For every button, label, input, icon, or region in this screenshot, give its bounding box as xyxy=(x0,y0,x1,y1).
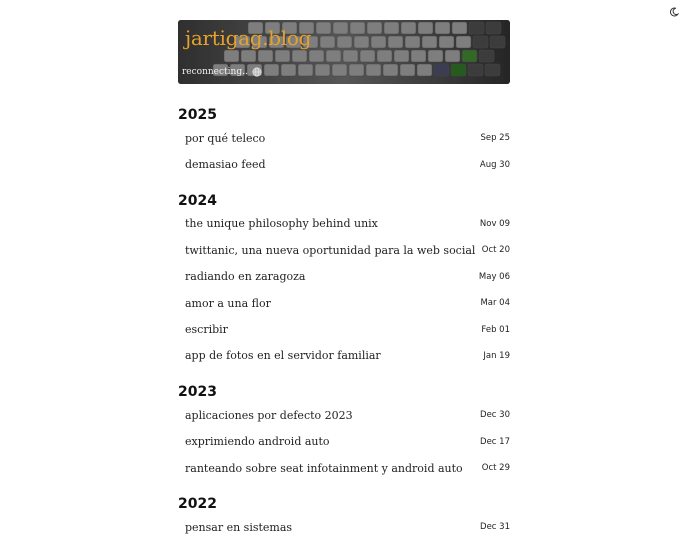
year-section xyxy=(178,105,510,178)
post-date: Dec 31 xyxy=(480,522,510,533)
year-heading: 2025 xyxy=(178,107,217,123)
post-title-link[interactable]: app de fotos en el servidor familiar xyxy=(185,349,381,363)
status-text: reconnecting.. xyxy=(182,67,248,77)
post-date: Oct 29 xyxy=(481,463,510,474)
post-title-link[interactable]: the unique philosophy behind unix xyxy=(185,217,378,231)
post-item[interactable] xyxy=(178,402,510,428)
post-item[interactable] xyxy=(178,514,510,540)
post-title-link[interactable]: twittanic, una nueva oportunidad para la web social xyxy=(185,243,476,257)
post-title-link[interactable]: radiando en zaragoza xyxy=(185,270,306,284)
post-item[interactable] xyxy=(178,290,510,316)
post-date: May 06 xyxy=(478,271,510,282)
post-title-link[interactable]: ranteando sobre seat infotainment y android auto xyxy=(185,461,463,475)
post-date: Sep 25 xyxy=(480,133,510,144)
year-heading: 2023 xyxy=(178,384,217,401)
post-date: Dec 17 xyxy=(480,436,510,447)
post-title-link[interactable]: pensar en sistemas xyxy=(185,520,293,534)
post-archive xyxy=(178,105,510,541)
year-section xyxy=(178,494,510,540)
post-title-link[interactable]: aplicaciones por defecto 2023 xyxy=(185,408,353,422)
post-item[interactable] xyxy=(178,125,510,151)
post-title-link[interactable]: exprimiendo android auto xyxy=(185,435,330,449)
moon-icon xyxy=(669,7,679,17)
post-title-link[interactable]: demasiao feed xyxy=(185,158,266,172)
post-date: Feb 01 xyxy=(481,324,510,335)
year-heading: 2024 xyxy=(178,192,217,209)
post-title-link[interactable]: escribir xyxy=(185,323,228,337)
post-item[interactable] xyxy=(178,316,510,342)
post-item[interactable] xyxy=(178,237,510,263)
year-section xyxy=(178,191,510,369)
post-item[interactable] xyxy=(178,343,510,369)
year-section xyxy=(178,382,510,481)
post-date: Aug 30 xyxy=(479,159,510,170)
post-item[interactable] xyxy=(178,151,510,177)
year-heading: 2022 xyxy=(178,496,217,513)
post-list xyxy=(178,514,510,540)
post-date: Nov 09 xyxy=(479,218,510,229)
page-content xyxy=(178,20,510,541)
post-list xyxy=(178,125,510,178)
post-list xyxy=(178,402,510,481)
post-item[interactable] xyxy=(178,264,510,290)
site-title[interactable]: jartigag.blog xyxy=(185,26,312,50)
connection-status xyxy=(182,67,262,77)
post-item[interactable] xyxy=(178,211,510,237)
post-date: Mar 04 xyxy=(480,298,510,309)
globe-icon xyxy=(252,67,262,77)
theme-toggle-button[interactable] xyxy=(668,6,680,18)
post-title-link[interactable]: por qué teleco xyxy=(185,131,266,145)
header-banner[interactable] xyxy=(178,20,510,84)
post-item[interactable] xyxy=(178,455,510,481)
post-date: Dec 30 xyxy=(480,410,510,421)
post-item[interactable] xyxy=(178,429,510,455)
post-date: Jan 19 xyxy=(483,350,510,361)
post-title-link[interactable]: amor a una flor xyxy=(185,296,271,310)
post-list xyxy=(178,211,510,369)
post-date: Oct 20 xyxy=(481,245,510,256)
